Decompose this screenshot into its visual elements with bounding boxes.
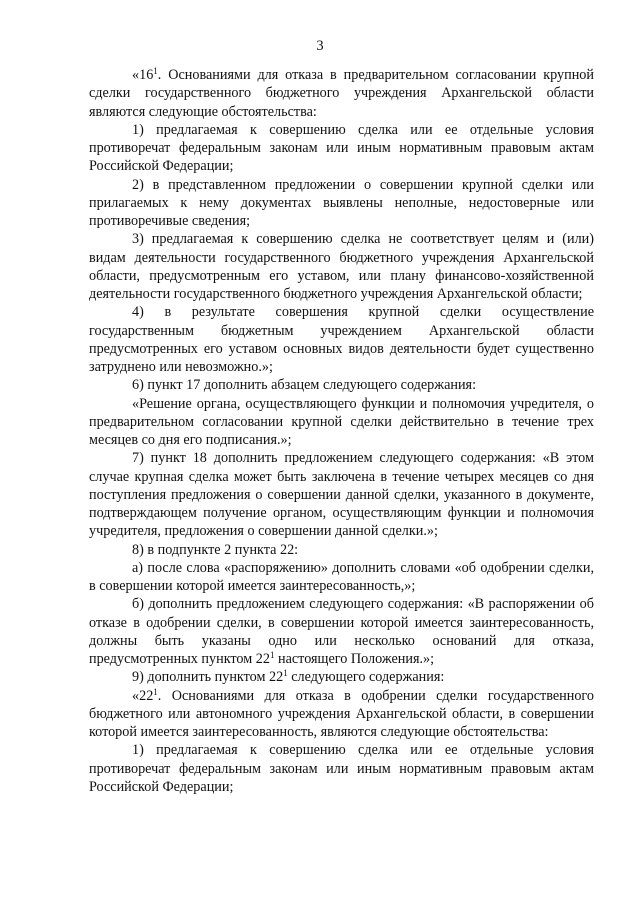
amendment-7 <box>89 449 594 540</box>
amendment-9 <box>89 668 594 686</box>
amendment-8 <box>89 541 594 559</box>
list-item-4 <box>89 303 594 376</box>
superscript-marker: 1 <box>153 686 158 697</box>
list-item-3 <box>89 230 594 303</box>
paragraph-text: 2) в представленном предложении о совершении крупной сделки или прилагаемых к нему документах выявлены неполные, недостоверные или противоречивые сведения; <box>89 176 594 229</box>
amendment-8-b <box>89 595 594 668</box>
superscript-marker: 1 <box>283 668 288 679</box>
superscript-marker: 1 <box>269 650 275 660</box>
paragraph-text: 1) предлагаемая к совершению сделка или ее отдельные условия противоречат федеральным законам или иным нормативным правовым актам Российской Федерации; <box>89 121 594 175</box>
paragraph-text: 6) пункт 17 дополнить абзацем следующего содержания: <box>132 377 477 394</box>
paragraph-text: настоящего Положения.»; <box>274 651 435 667</box>
paragraph-22-1 <box>89 687 594 742</box>
paragraph-text: следующего содержания: <box>287 669 445 686</box>
list-item-1 <box>89 121 594 176</box>
paragraph-text: «22 <box>132 687 154 704</box>
paragraph-16-1 <box>89 66 594 121</box>
paragraph-text: . Основаниями для отказа в одобрении сделки государственного бюджетного или автономного учреждения Архангельской области, в совершении которой имеется заинтересованность, являются следующие обстоятельства: <box>89 687 594 740</box>
paragraph-text: а) после слова «распоряжению» дополнить словами «об одобрении сделки, в совершении которой имеется заинтересованность,»; <box>89 559 594 594</box>
paragraph-text: 9) дополнить пунктом 22 <box>132 669 284 686</box>
paragraph-text: «16 <box>132 67 154 83</box>
paragraph-text: . Основаниями для отказа в предварительном согласовании крупной сделки государственного бюджетного учреждения Архангельской области являются следующие обстоятельства: <box>89 67 594 120</box>
amendment-6-text <box>89 395 594 450</box>
superscript-marker: 1 <box>153 66 158 76</box>
list-item-2 <box>89 176 594 231</box>
paragraph-text: б) дополнить предложением следующего содержания: «В распоряжении об отказе в одобрении сделки, в совершении которой имеется заинтересованность, должны быть указаны одно или несколько оснований для отказа, предусмотренных пунктом 22 <box>89 596 594 667</box>
amendment-6 <box>89 376 594 394</box>
document-body <box>89 66 594 796</box>
paragraph-text: 8) в подпункте 2 пункта 22: <box>132 541 299 558</box>
paragraph-text: 3) предлагаемая к совершению сделка не соответствует целям и (или) видам деятельности государственного бюджетного учреждения Архангельской области, предусмотренным его уставом, или плану финансово-хозяйственной деятельности государственного бюджетного учреждения Архангельской области; <box>89 231 594 302</box>
paragraph-text: 1) предлагаемая к совершению сделка или ее отдельные условия противоречат федеральным законам или иным нормативным правовым актам Российской Федерации; <box>89 742 594 795</box>
paragraph-text: 4) в результате совершения крупной сделки осуществление государственным бюджетным учреждением Архангельской области предусмотренных его уставом основных видов деятельности будет существенно затруднено или невозможно.»; <box>89 304 594 375</box>
page-number: 3 <box>316 38 324 54</box>
paragraph-text: 7) пункт 18 дополнить предложением следующего содержания: «В этом случае крупная сделка может быть заключена в течение четырех месяцев со дня поступления предложения о совершении данной сделки, указанного в документе, подтверждающем получение органом, осуществляющим функции и полномочия учредителя, предложения о совершении данной сделки.»; <box>89 450 594 540</box>
list-item-22-1-1 <box>89 741 594 796</box>
paragraph-text: «Решение органа, осуществляющего функции и полномочия учредителя, о предварительном согласовании крупной сделки действительно в течение трех месяцев со дня его подписания.»; <box>89 395 594 448</box>
amendment-8-a <box>89 559 594 596</box>
